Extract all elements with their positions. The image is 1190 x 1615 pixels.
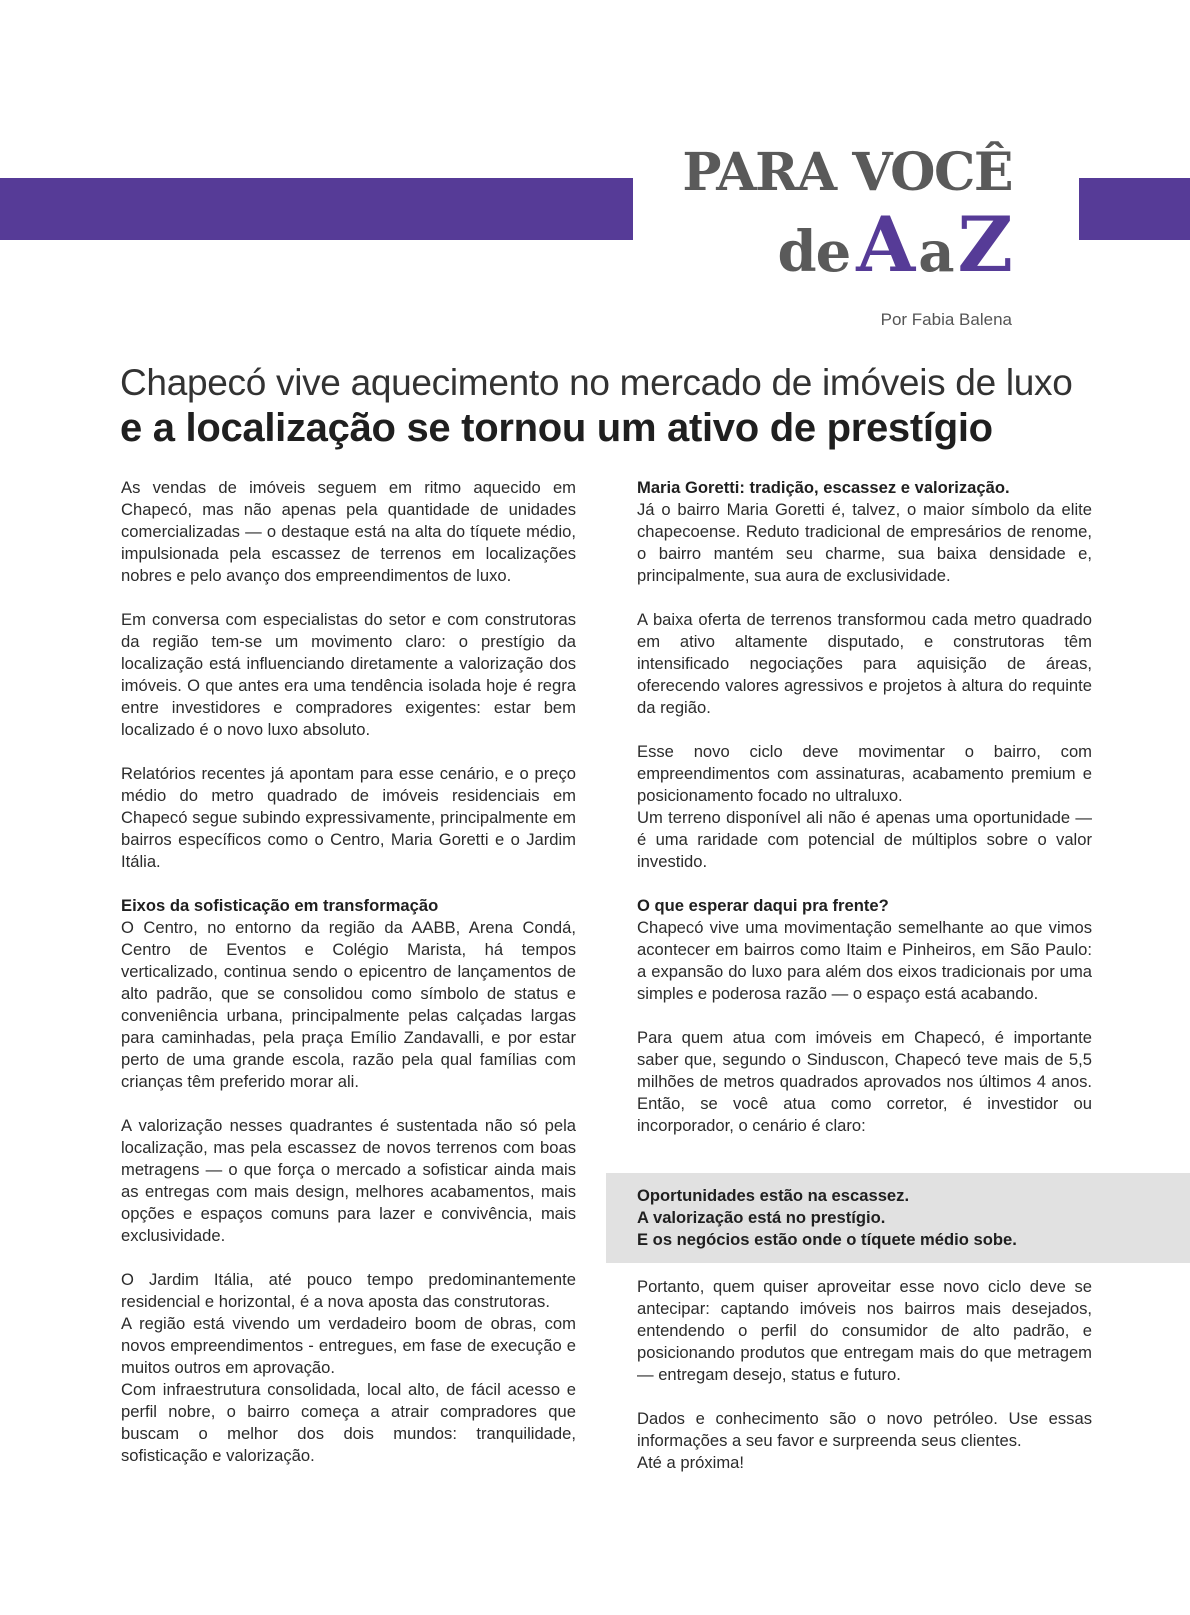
paragraph-text: Já o bairro Maria Goretti é, talvez, o maior símbolo da elite chapecoense. Reduto tradicional de empresários de renome, o bairro mantém seu charme, sua baixa densidade e, principalmente, sua aura de exclusividade. — [637, 500, 1092, 585]
paragraph-text: Chapecó vive uma movimentação semelhante ao que vimos acontecer em bairros como Itaim e Pinheiros, em São Paulo: a expansão do luxo para além dos eixos tradicionais por uma simples e poderosa razão — o espaço está acabando. — [637, 918, 1092, 1003]
paragraph-group — [637, 741, 1092, 873]
paragraph-group — [637, 1408, 1092, 1474]
paragraph-text: O Centro, no entorno da região da AABB, Arena Condá, Centro de Eventos e Colégio Marista, há tempos verticalizado, continua sendo o epicentro de lançamentos de alto padrão, que se consolidou como símbolo de status e conveniência urbana, principalmente pelas calçadas largas para caminhadas, pela praça Emílio Zandavalli, e por estar perto de uma grande escola, razão pela qual famílias com crianças têm preferido morar ali. — [121, 918, 576, 1091]
masthead-letter-a: A — [856, 200, 915, 289]
headline-line-1: Chapecó vive aquecimento no mercado de imóveis de luxo — [120, 362, 1073, 403]
closing-section — [637, 1276, 1092, 1496]
paragraph-section — [637, 895, 1092, 1005]
subheading: Maria Goretti: tradição, escassez e valorização. — [637, 478, 1010, 497]
header-accent-bar-left — [0, 178, 633, 240]
masthead-a: a — [918, 219, 954, 285]
headline-line-2: e a localização se tornou um ativo de prestígio — [120, 406, 993, 450]
highlight-quote — [637, 1185, 1107, 1251]
paragraph-section — [121, 895, 576, 1093]
header-accent-bar-right — [1079, 178, 1190, 240]
highlight-line: A valorização está no prestígio. — [637, 1208, 886, 1227]
paragraph: Em conversa com especialistas do setor e com construtoras da região tem-se um movimento claro: o prestígio da localização está influenciando diretamente a valorização dos imóveis. O que antes era uma tendência isolada hoje é regra entre investidores e compradores exigentes: estar bem localizado é o novo luxo absoluto. — [121, 610, 576, 739]
paragraph-text: A região está vivendo um verdadeiro boom de obras, com novos empreendimentos - entregues, em fase de execução e muitos outros em aprovação. — [121, 1314, 576, 1377]
subheading: Eixos da sofisticação em transformação — [121, 896, 439, 915]
masthead-letter-z: Z — [957, 200, 1012, 289]
paragraph-group — [121, 1269, 576, 1467]
highlight-line: E os negócios estão onde o tíquete médio sobe. — [637, 1230, 1017, 1249]
paragraph-text: Com infraestrutura consolidada, local alto, de fácil acesso e perfil nobre, o bairro começa a atrair compradores que buscam o melhor dos dois mundos: tranquilidade, sofisticação e valorização. — [121, 1380, 576, 1465]
masthead-de: de — [777, 219, 851, 285]
paragraph-text: Esse novo ciclo deve movimentar o bairro, com empreendimentos com assinaturas, acabamento premium e posicionamento focado no ultraluxo. — [637, 742, 1092, 805]
paragraph-text: Dados e conhecimento são o novo petróleo. Use essas informações a seu favor e surpreenda seus clientes. — [637, 1409, 1092, 1450]
paragraph-text: O Jardim Itália, até pouco tempo predominantemente residencial e horizontal, é a nova aposta das construtoras. — [121, 1270, 576, 1311]
section-masthead — [682, 143, 1012, 330]
paragraph: A valorização nesses quadrantes é sustentada não só pela localização, mas pela escassez de novos terrenos com boas metragens — o que força o mercado a sofisticar ainda mais as entregas com mais design, melhores acabamentos, mais opções e espaços comuns para lazer e convivência, mais exclusividade. — [121, 1116, 576, 1245]
article-headline — [120, 362, 1090, 452]
paragraph-text: Um terreno disponível ali não é apenas uma oportunidade — é uma raridade com potencial de múltiplos sobre o valor investido. — [637, 808, 1092, 871]
paragraph-section — [637, 477, 1092, 587]
article-column-left — [121, 477, 576, 1489]
subheading: O que esperar daqui pra frente? — [637, 896, 889, 915]
sign-off: Até a próxima! — [637, 1453, 744, 1472]
masthead-title: PARA VOCÊ — [682, 142, 1012, 203]
paragraph: A baixa oferta de terrenos transformou cada metro quadrado em ativo altamente disputado, e construtoras têm intensificado negociações para aquisição de áreas, oferecendo valores agressivos e projetos à altura do requinte da região. — [637, 610, 1092, 717]
paragraph: Para quem atua com imóveis em Chapecó, é importante saber que, segundo o Sinduscon, Chapecó teve mais de 5,5 milhões de metros quadrados aprovados nos últimos 4 anos. Então, se você atua como corretor, é investidor ou incorporador, o cenário é claro: — [637, 1028, 1092, 1135]
paragraph: Portanto, quem quiser aproveitar esse novo ciclo deve se antecipar: captando imóveis nos bairros mais desejados, entendendo o perfil do consumidor de alto padrão, e posicionando produtos que entregam mais do que metragem — entregam desejo, status e futuro. — [637, 1277, 1092, 1384]
author-byline: Por Fabia Balena — [880, 310, 1012, 329]
paragraph: As vendas de imóveis seguem em ritmo aquecido em Chapecó, mas não apenas pela quantidade de unidades comercializadas — o destaque está na alta do tíquete médio, impulsionada pela escassez de terrenos em localizações nobres e pelo avanço dos empreendimentos de luxo. — [121, 478, 576, 585]
paragraph: Relatórios recentes já apontam para esse cenário, e o preço médio do metro quadrado de imóveis residenciais em Chapecó segue subindo expressivamente, principalmente em bairros específicos como o Centro, Maria Goretti e o Jardim Itália. — [121, 764, 576, 871]
masthead-subtitle — [682, 200, 1012, 308]
highlight-line: Oportunidades estão na escassez. — [637, 1186, 910, 1205]
